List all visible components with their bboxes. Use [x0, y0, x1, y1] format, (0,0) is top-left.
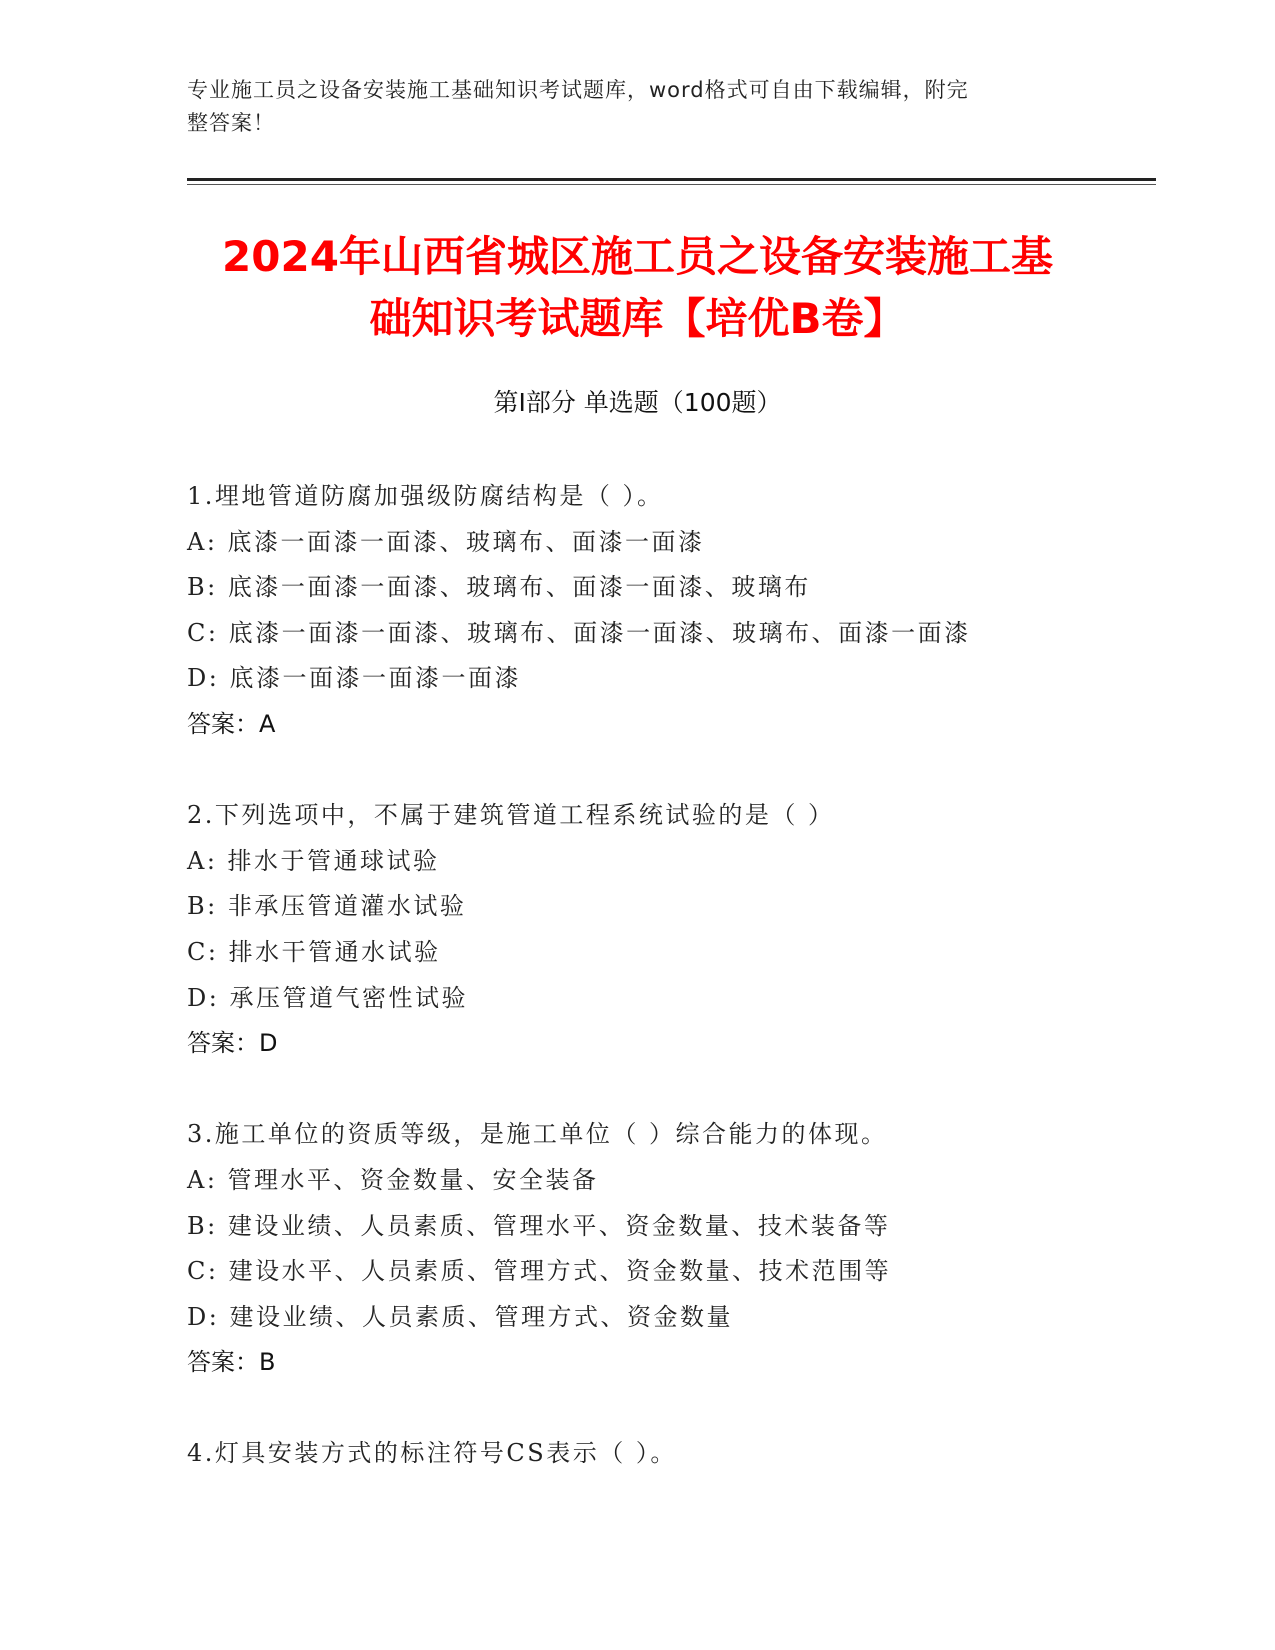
answer: 答案：A — [187, 709, 276, 738]
option-c: C: 排水干管通水试验 — [187, 937, 441, 966]
header-divider-thick — [187, 178, 1156, 181]
answer: 答案：D — [187, 1029, 278, 1058]
question-stem: 4.灯具安装方式的标注符号CS表示（ ）。 — [187, 1439, 677, 1468]
header-note-line-2: 整答案！ — [187, 111, 275, 135]
document-title-line-1: 2024年山西省城区施工员之设备安装施工基 — [222, 232, 1053, 281]
question-spacer — [187, 1386, 1087, 1432]
header-divider-thin — [187, 184, 1156, 185]
option-a: A: 排水于管通球试验 — [187, 846, 440, 875]
question-2 — [187, 793, 1087, 1067]
question-list — [187, 474, 1087, 1477]
question-3 — [187, 1112, 1087, 1386]
question-1 — [187, 474, 1087, 748]
question-stem: 2.下列选项中，不属于建筑管道工程系统试验的是（ ） — [187, 801, 835, 830]
question-4 — [187, 1431, 1087, 1477]
option-d: D: 建设业绩、人员素质、管理方式、资金数量 — [187, 1302, 733, 1331]
header-note-line-1: 专业施工员之设备安装施工基础知识考试题库，word格式可自由下载编辑，附完 — [187, 78, 969, 102]
option-d: D: 底漆一面漆一面漆一面漆 — [187, 664, 521, 693]
option-b: B: 非承压管道灌水试验 — [187, 892, 467, 921]
question-stem: 3.施工单位的资质等级，是施工单位（ ）综合能力的体现。 — [187, 1120, 888, 1149]
option-b: B: 底漆一面漆一面漆、玻璃布、面漆一面漆、玻璃布 — [187, 573, 811, 602]
question-stem: 1.埋地管道防腐加强级防腐结构是（ ）。 — [187, 482, 664, 510]
option-d: D: 承压管道气密性试验 — [187, 983, 468, 1012]
question-spacer — [187, 748, 1087, 794]
document-title — [160, 226, 1115, 350]
question-spacer — [187, 1067, 1087, 1113]
option-a: A: 管理水平、资金数量、安全装备 — [187, 1165, 599, 1194]
option-b: B: 建设业绩、人员素质、管理水平、资金数量、技术装备等 — [187, 1211, 891, 1240]
answer: 答案：B — [187, 1348, 276, 1377]
header-note — [187, 74, 1067, 140]
option-a: A: 底漆一面漆一面漆、玻璃布、面漆一面漆 — [187, 527, 705, 556]
document-title-line-2: 础知识考试题库【培优B卷】 — [369, 294, 906, 343]
option-c: C: 建设水平、人员素质、管理方式、资金数量、技术范围等 — [187, 1257, 892, 1286]
option-c: C: 底漆一面漆一面漆、玻璃布、面漆一面漆、玻璃布、面漆一面漆 — [187, 618, 971, 647]
section-heading: 第Ⅰ部分 单选题（100题） — [493, 388, 782, 417]
